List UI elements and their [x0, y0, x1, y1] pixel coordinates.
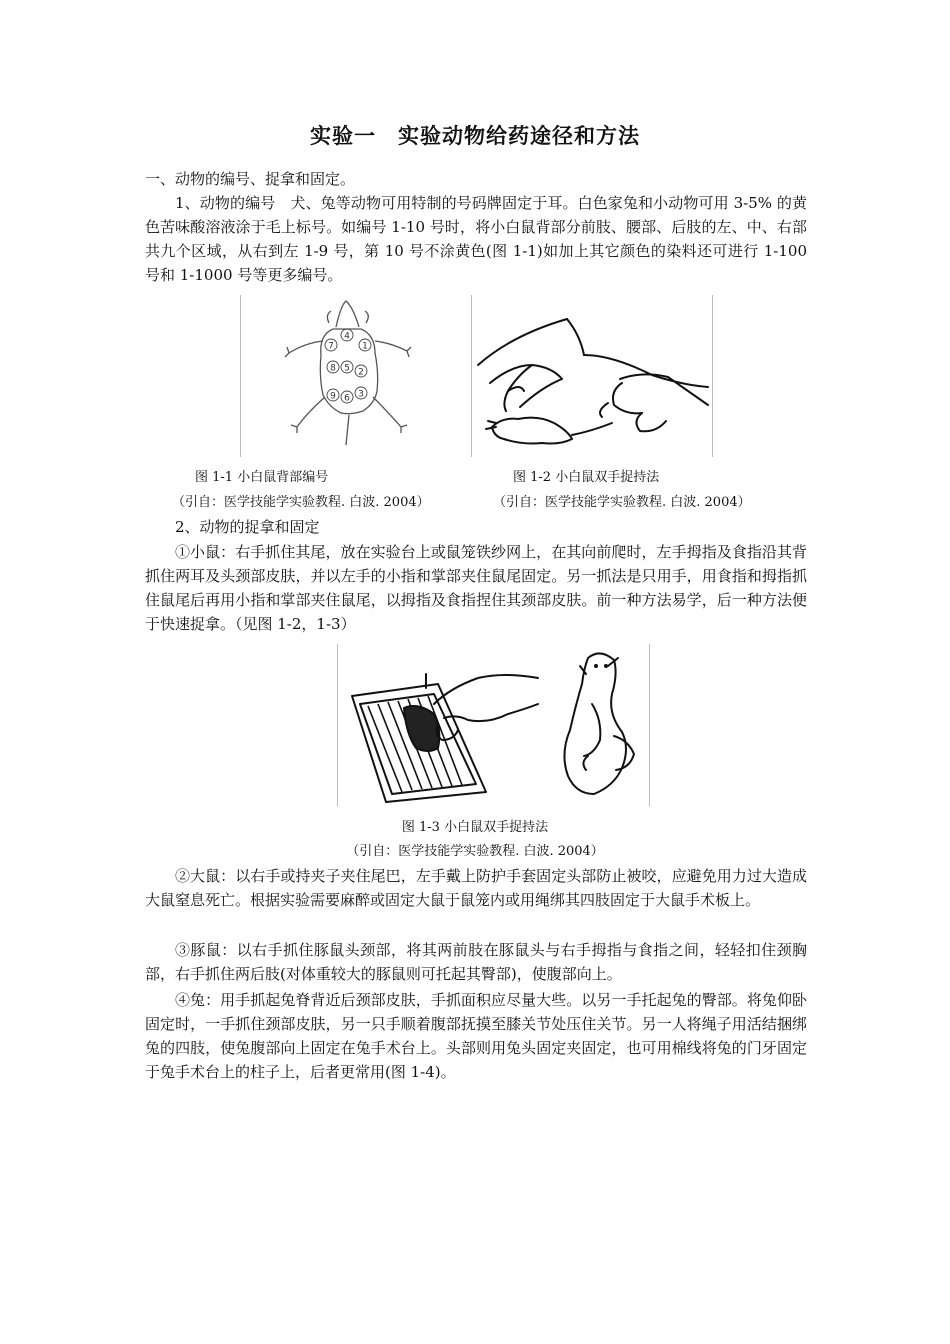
figure-1-2-caption: 图 1-2 小白鼠双手捉持法	[513, 470, 660, 485]
figure-1-1-mouse-numbering	[240, 295, 472, 457]
figure-1-2-source: （引自：医学技能学实验教程. 白波. 2004）	[493, 495, 751, 510]
svg-text:1: 1	[362, 341, 368, 352]
svg-text:9: 9	[330, 391, 336, 402]
figure-1-3-caption: 图 1-3 小白鼠双手捉持法	[401, 820, 549, 835]
section-heading-2: 2、动物的捉拿和固定	[175, 518, 320, 536]
marker-4	[341, 329, 353, 342]
svg-text:3: 3	[358, 389, 364, 400]
paragraph-guinea-pig: ③豚鼠：以右手抓住豚鼠头颈部，将其两前肢在豚鼠头与右手拇指与食指之间，轻轻扣住颈胸部，右手抓住两后肢(对体重较大的豚鼠则可托起其臀部)，使腹部向上。	[145, 941, 807, 983]
svg-text:6: 6	[344, 393, 350, 404]
svg-text:5: 5	[344, 363, 350, 374]
figure-1-2-two-hand-grip	[471, 295, 713, 457]
svg-text:2: 2	[358, 367, 364, 378]
figure-1-3-mouse-grip	[337, 644, 650, 806]
marker-3	[355, 387, 367, 400]
section-heading-1: 一、动物的编号、捉拿和固定。	[145, 170, 356, 188]
page-title: 实验一 实验动物给药途径和方法	[310, 123, 640, 148]
figure-1-1-caption: 图 1-1 小白鼠背部编号	[195, 470, 329, 485]
marker-1	[359, 339, 371, 352]
marker-6	[341, 391, 353, 404]
marker-2	[355, 365, 367, 378]
marker-5	[341, 361, 353, 374]
paragraph-rabbit: ④兔：用手抓起兔脊背近后颈部皮肤，手抓面积应尽量大些。以另一手托起兔的臀部。将兔仰卧固定时，一手抓住颈部皮肤，另一只手顺着腹部抚摸至膝关节处压住关节。另一人将绳子用活结捆绑兔的四肢，使兔腹部向上固定在兔手术台上。头部则用兔头固定夹固定，也可用棉线将兔的门牙固定于兔手术台上的柱子上，后者更常用(图 1-4)。	[145, 991, 807, 1081]
paragraph-numbering: 1、动物的编号 犬、兔等动物可用特制的号码牌固定于耳。白色家兔和小动物可用 3-5% 的黄色苦味酸溶液涂于毛上标号。如编号 1-10 号时，将小白鼠背部分前肢、腰部、后肢的左、中、右部共九个区域，从右到左 1-9 号，第 10 号不涂黄色(图 1-1)如加上其它颜色的染料还可进行 1-100 号和 1-1000 号等更多编号。	[145, 194, 807, 284]
paragraph-mouse: ①小鼠：右手抓住其尾，放在实验台上或鼠笼铁纱网上，在其向前爬时，左手拇指及食指沿其背抓住两耳及头颈部皮肤，并以左手的小指和掌部夹住鼠尾固定。另一抓法是只用手，用食指和拇指抓住鼠尾后再用小指和掌部夹住鼠尾，以拇指及食指捏住其颈部皮肤。前一种方法易学，后一种方法便于快速捉拿。（见图 1-2，1-3）	[145, 543, 807, 633]
marker-9	[327, 389, 339, 402]
paragraph-rat: ②大鼠：以右手或持夹子夹住尾巴，左手戴上防护手套固定头部防止被咬，应避免用力过大造成大鼠窒息死亡。根据实验需要麻醉或固定大鼠于鼠笼内或用绳绑其四肢固定于大鼠手术板上。	[145, 867, 807, 909]
figure-1-1-source: （引自：医学技能学实验教程. 白波. 2004）	[172, 495, 430, 510]
marker-8	[327, 361, 339, 374]
marker-7	[325, 339, 337, 352]
svg-text:4: 4	[344, 331, 350, 342]
figure-1-3-source: （引自：医学技能学实验教程. 白波. 2004）	[346, 844, 604, 859]
svg-text:7: 7	[328, 341, 334, 352]
svg-text:8: 8	[330, 363, 336, 374]
